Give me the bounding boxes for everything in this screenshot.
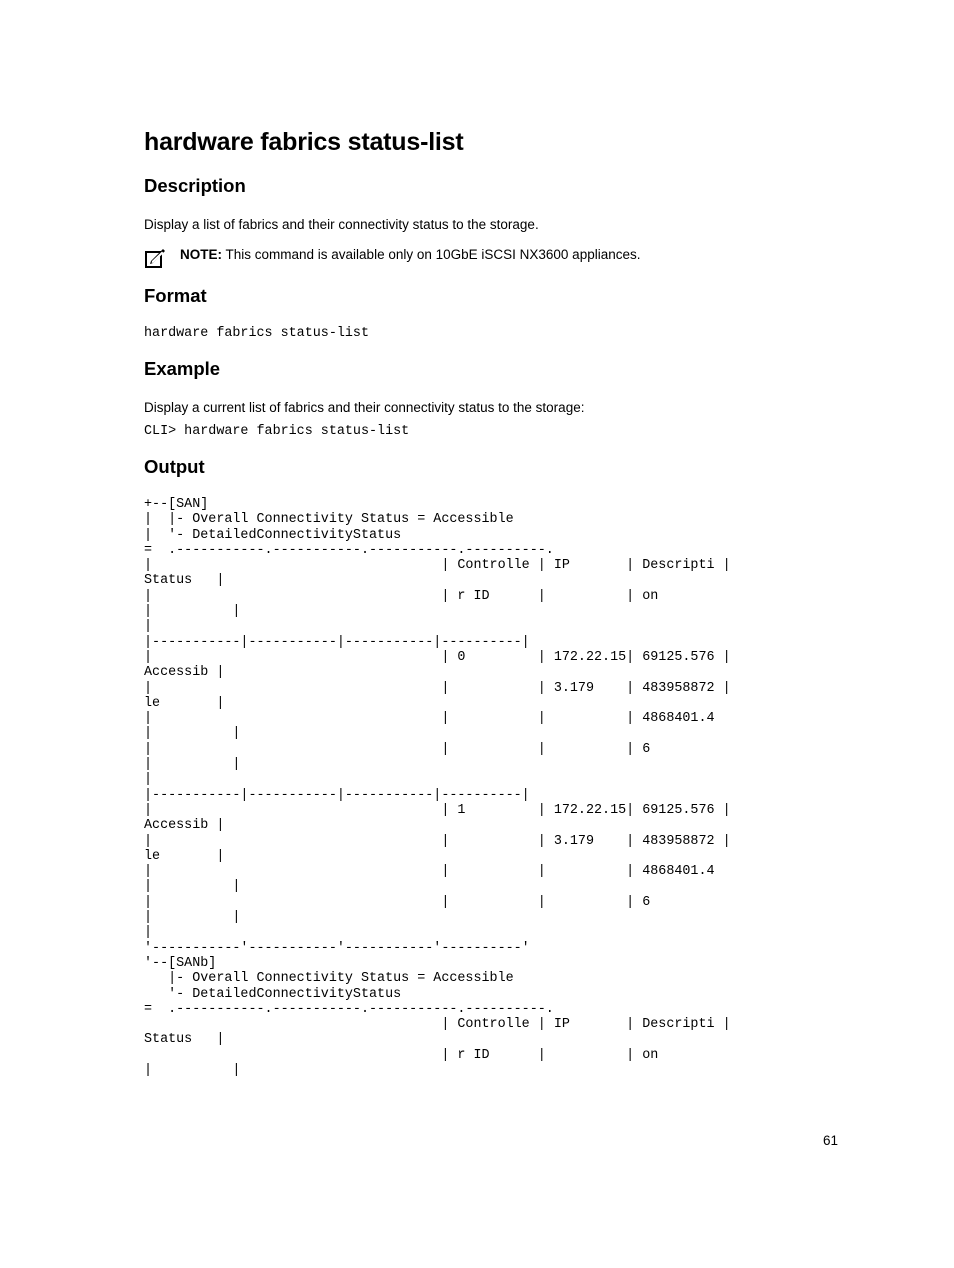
format-heading: Format [144,285,207,306]
description-heading: Description [144,175,246,196]
output-line: |-----------|-----------|-----------|----------| [144,787,530,803]
example-command: CLI> hardware fabrics status-list [144,424,410,439]
output-line: Accessib | [144,665,225,681]
note-pencil-icon [144,248,166,270]
note-text [180,247,640,262]
output-line: | | | | 4868401.4 [144,864,715,880]
output-line: | | | | 6 [144,741,651,757]
output-line: | | [144,604,241,620]
example-text: Display a current list of fabrics and their connectivity status to the storage: [144,400,585,415]
output-line: | [144,619,153,635]
output-line: Status | [144,573,225,589]
output-line: | | [144,1062,241,1078]
output-line: | Controlle | IP | Descripti | [144,1017,731,1033]
output-line: | | | 3.179 | 483958872 | [144,680,731,696]
output-line: Accessib | [144,818,225,834]
output-line: | | | | 4868401.4 [144,711,715,727]
output-line: le | [144,695,225,711]
output-line: '--[SANb] [144,955,217,971]
output-heading: Output [144,456,205,477]
output-line: | | 1 | 172.22.15| 69125.576 | [144,802,731,818]
output-line: | | [144,757,241,773]
description-text: Display a list of fabrics and their connectivity status to the storage. [144,217,539,232]
output-line: '- DetailedConnectivityStatus [144,986,402,1002]
output-line: | | [144,879,241,895]
output-line: = .-----------.-----------.-----------.----------. [144,542,554,558]
page-number: 61 [823,1133,839,1148]
output-line: |- Overall Connectivity Status = Accessible [144,971,514,987]
output-line: | | [144,910,241,926]
output-line: | '- DetailedConnectivityStatus [144,527,402,543]
note-body: This command is available only on 10GbE iSCSI NX3600 appliances. [222,247,641,262]
output-line: | | | 3.179 | 483958872 | [144,833,731,849]
output-line: | r ID | | on [144,1047,659,1063]
output-line: | | 0 | 172.22.15| 69125.576 | [144,649,731,665]
output-line: '-----------'-----------'-----------'----------' [144,940,530,956]
output-line: +--[SAN] [144,497,209,512]
output-block [144,497,731,1078]
output-line: le | [144,848,225,864]
output-line: | | r ID | | on [144,588,659,604]
output-line: | | | | 6 [144,894,651,910]
output-line: | | Controlle | IP | Descripti | [144,558,731,574]
format-command: hardware fabrics status-list [144,326,369,341]
output-line: Status | [144,1032,225,1048]
output-line: | | [144,726,241,742]
note-box [144,246,764,272]
output-line: | |- Overall Connectivity Status = Accessible [144,512,514,528]
output-line: = .-----------.-----------.-----------.----------. [144,1001,554,1017]
output-line: | [144,925,153,941]
output-line: |-----------|-----------|-----------|----------| [144,634,530,650]
example-heading: Example [144,358,221,379]
page-title: hardware fabrics status-list [144,128,464,156]
note-label: NOTE: [180,247,222,262]
output-line: | [144,772,153,788]
